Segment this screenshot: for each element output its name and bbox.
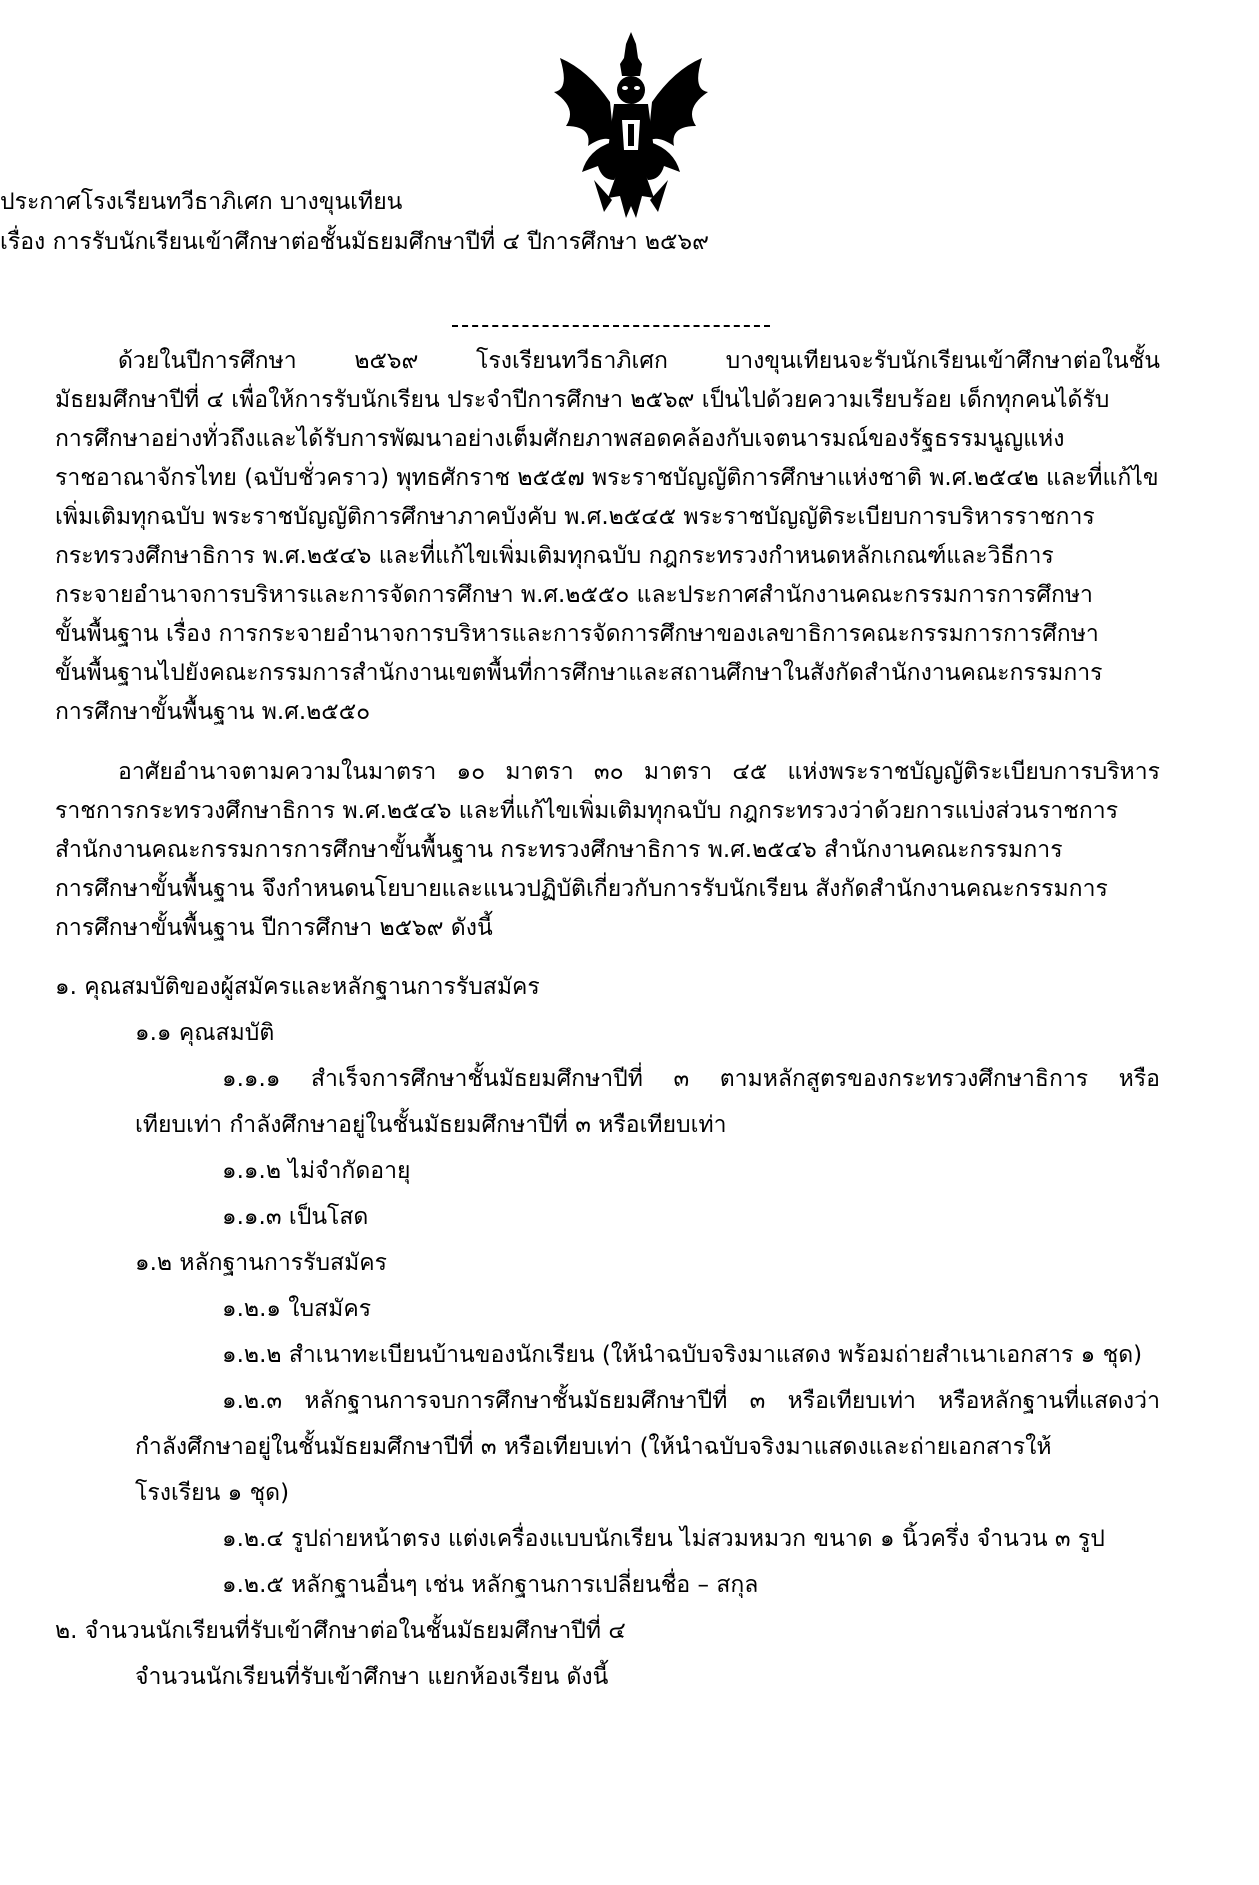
section-1-2-3-continuation: กำลังศึกษาอยู่ในชั้นมัธยมศึกษาปีที่ ๓ หรือเทียบเท่า (ให้นำฉบับจริงมาแสดงและถ่ายเอกสารให้ (135, 1434, 1052, 1460)
paragraph-line: สำนักงานคณะกรรมการการศึกษาขั้นพื้นฐาน กระทรวงศึกษาธิการ พ.ศ.๒๕๔๖ สำนักงานคณะกรรมการ (55, 837, 1063, 863)
paragraph-line: ขั้นพื้นฐานไปยังคณะกรรมการสำนักงานเขตพื้นที่การศึกษาและสถานศึกษาในสังกัดสำนักงานคณะกรรมการ (55, 660, 1103, 686)
paragraph-line: ด้วยในปีการศึกษา ๒๕๖๙ โรงเรียนทวีธาภิเศก บางขุนเทียนจะรับนักเรียนเข้าศึกษาต่อในชั้น (118, 348, 1160, 374)
paragraph-line: มัธยมศึกษาปีที่ ๔ เพื่อให้การรับนักเรียน ประจำปีการศึกษา ๒๕๖๙ เป็นไปด้วยความเรียบร้อย เด็กทุกคนได้รับ (55, 387, 1110, 413)
paragraph-line: กระทรวงศึกษาธิการ พ.ศ.๒๕๔๖ และที่แก้ไขเพิ่มเติมทุกฉบับ กฎกระทรวงกำหนดหลักเกณฑ์และวิธีการ (55, 543, 1054, 569)
section-2-heading: ๒. จำนวนนักเรียนที่รับเข้าศึกษาต่อในชั้นมัธยมศึกษาปีที่ ๔ (55, 1618, 626, 1644)
paragraph-line: ขั้นพื้นฐาน เรื่อง การกระจายอำนาจการบริหารและการจัดการศึกษาของเลขาธิการคณะกรรมการการศึกษา (55, 621, 1099, 647)
section-1-2-1-text: ๑.๒.๑ ใบสมัคร (222, 1296, 372, 1322)
section-1-2-4-text: ๑.๒.๔ รูปถ่ายหน้าตรง แต่งเครื่องแบบนักเรียน ไม่สวมหมวก ขนาด ๑ นิ้วครึ่ง จำนวน ๓ รูป (222, 1526, 1105, 1552)
title-separator (452, 325, 770, 327)
paragraph-line: การศึกษาอย่างทั่วถึงและได้รับการพัฒนาอย่างเต็มศักยภาพสอดคล้องกับเจตนารมณ์ของรัฐธรรมนูญแห่ง (55, 426, 1065, 452)
garuda-emblem-icon (548, 30, 714, 226)
announcement-subject: เรื่อง การรับนักเรียนเข้าศึกษาต่อชั้นมัธยมศึกษาปีที่ ๔ ปีการศึกษา ๒๕๖๙ (0, 229, 709, 255)
paragraph-line: ราชการกระทรวงศึกษาธิการ พ.ศ.๒๕๔๖ และที่แก้ไขเพิ่มเติมทุกฉบับ กฎกระทรวงว่าด้วยการแบ่งส่วนราชการ (55, 798, 1119, 824)
paragraph-line: การศึกษาขั้นพื้นฐาน พ.ศ.๒๕๕๐ (55, 699, 371, 725)
paragraph-line: การศึกษาขั้นพื้นฐาน ปีการศึกษา ๒๕๖๙ ดังนี้ (55, 915, 493, 941)
paragraph-line: กระจายอำนาจการบริหารและการจัดการศึกษา พ.ศ.๒๕๕๐ และประกาศสำนักงานคณะกรรมการการศึกษา (55, 582, 1093, 608)
paragraph-line: ราชอาณาจักรไทย (ฉบับชั่วคราว) พุทธศักราช ๒๕๕๗ พระราชบัญญัติการศึกษาแห่งชาติ พ.ศ.๒๕๔๒ และที่แก้ไข (55, 465, 1159, 491)
section-1-1-1-text: ๑.๑.๑ สำเร็จการศึกษาชั้นมัธยมศึกษาปีที่ ๓ ตามหลักสูตรของกระทรวงศึกษาธิการ หรือ (222, 1066, 1160, 1092)
paragraph-line: การศึกษาขั้นพื้นฐาน จึงกำหนดนโยบายและแนวปฏิบัติเกี่ยวกับการรับนักเรียน สังกัดสำนักงานคณะกรรมการ (55, 876, 1108, 902)
section-1-1-2-text: ๑.๑.๒ ไม่จำกัดอายุ (222, 1158, 411, 1184)
section-1-1-1-continuation: เทียบเท่า กำลังศึกษาอยู่ในชั้นมัธยมศึกษาปีที่ ๓ หรือเทียบเท่า (135, 1112, 727, 1138)
section-1-1-3-text: ๑.๑.๓ เป็นโสด (222, 1204, 369, 1230)
section-1-1-heading: ๑.๑ คุณสมบัติ (135, 1020, 275, 1046)
section-1-2-heading: ๑.๒ หลักฐานการรับสมัคร (135, 1250, 387, 1276)
paragraph-line: เพิ่มเติมทุกฉบับ พระราชบัญญัติการศึกษาภาคบังคับ พ.ศ.๒๕๔๕ พระราชบัญญัติระเบียบการบริหารราชการ (55, 504, 1095, 530)
announcement-title: ประกาศโรงเรียนทวีธาภิเศก บางขุนเทียน (0, 189, 403, 215)
section-1-2-3-text: ๑.๒.๓ หลักฐานการจบการศึกษาชั้นมัธยมศึกษาปีที่ ๓ หรือเทียบเท่า หรือหลักฐานที่แสดงว่า (222, 1388, 1160, 1414)
section-2-text: จำนวนนักเรียนที่รับเข้าศึกษา แยกห้องเรียน ดังนี้ (135, 1664, 609, 1690)
section-1-2-5-text: ๑.๒.๕ หลักฐานอื่นๆ เช่น หลักฐานการเปลี่ยนชื่อ – สกุล (222, 1572, 759, 1598)
paragraph-line: อาศัยอำนาจตามความในมาตรา ๑๐ มาตรา ๓๐ มาตรา ๔๕ แห่งพระราชบัญญัติระเบียบการบริหาร (118, 759, 1160, 785)
section-1-2-3-continuation: โรงเรียน ๑ ชุด) (135, 1480, 290, 1506)
section-1-heading: ๑. คุณสมบัติของผู้สมัครและหลักฐานการรับสมัคร (55, 974, 540, 1000)
section-1-2-2-text: ๑.๒.๒ สำเนาทะเบียนบ้านของนักเรียน (ให้นำฉบับจริงมาแสดง พร้อมถ่ายสำเนาเอกสาร ๑ ชุด) (222, 1342, 1143, 1368)
